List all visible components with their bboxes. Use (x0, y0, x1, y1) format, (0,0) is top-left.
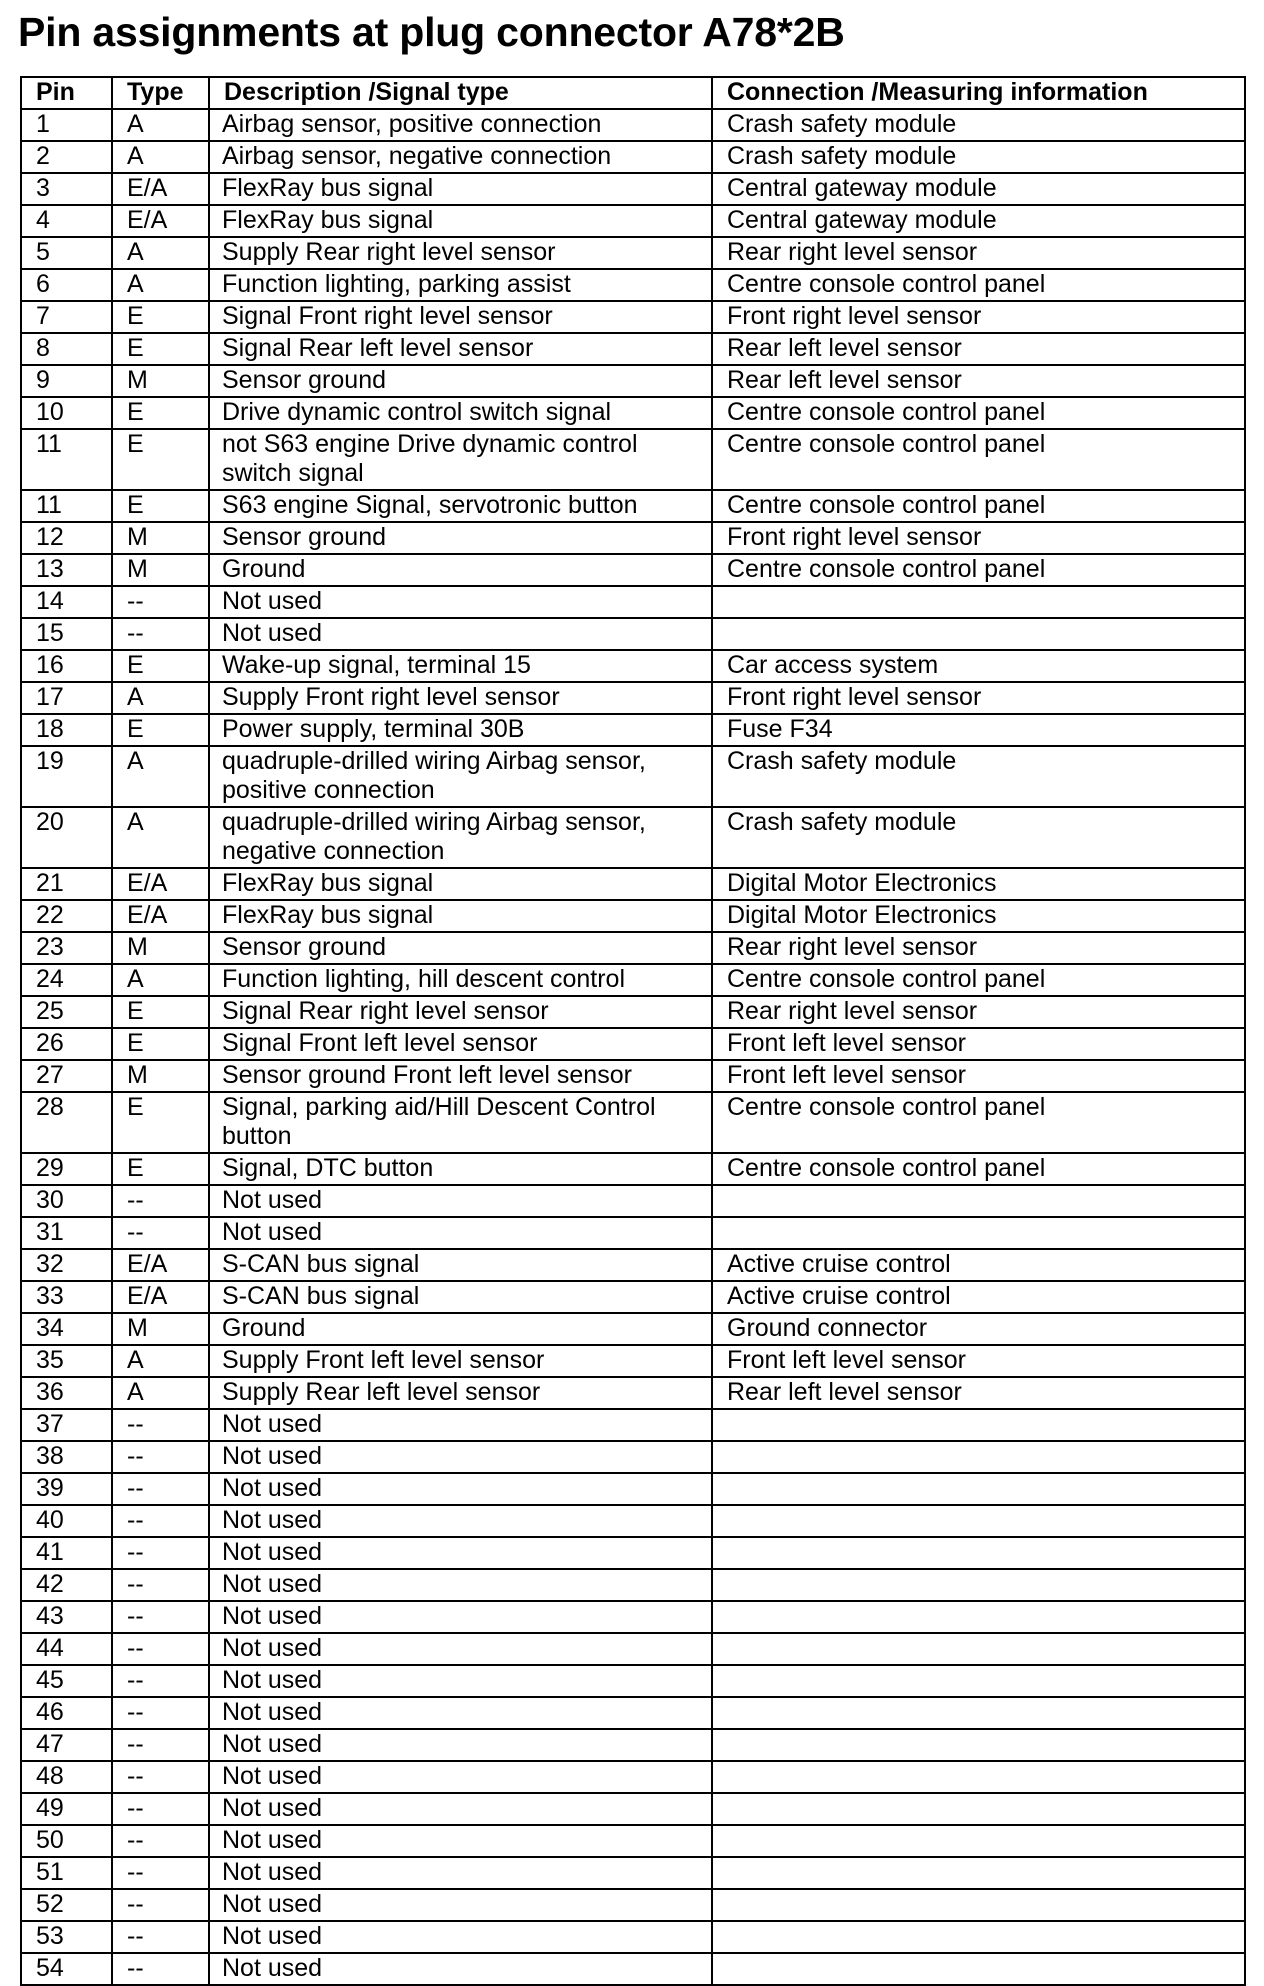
table-row (21, 1153, 1245, 1185)
cell-type: -- (112, 586, 209, 618)
cell-description: Signal, parking aid/Hill Descent Control button (209, 1092, 712, 1153)
cell-type: E (112, 490, 209, 522)
cell-description: FlexRay bus signal (209, 205, 712, 237)
cell-connection: Rear left level sensor (712, 1377, 1245, 1409)
cell-pin: 29 (21, 1153, 112, 1185)
table-row (21, 714, 1245, 746)
cell-pin: 50 (21, 1825, 112, 1857)
cell-type: M (112, 1060, 209, 1092)
cell-connection: Crash safety module (712, 141, 1245, 173)
cell-description: Not used (209, 1409, 712, 1441)
cell-type: -- (112, 1185, 209, 1217)
cell-pin: 1 (21, 109, 112, 141)
cell-connection (712, 1825, 1245, 1857)
cell-connection: Car access system (712, 650, 1245, 682)
cell-connection (712, 1729, 1245, 1761)
table-row (21, 996, 1245, 1028)
table-row (21, 1281, 1245, 1313)
cell-connection (712, 1217, 1245, 1249)
page-title: Pin assignments at plug connector A78*2B (18, 9, 845, 55)
cell-description: FlexRay bus signal (209, 173, 712, 205)
cell-connection: Centre console control panel (712, 269, 1245, 301)
cell-connection: Front left level sensor (712, 1345, 1245, 1377)
table-row (21, 1217, 1245, 1249)
cell-pin: 3 (21, 173, 112, 205)
cell-pin: 25 (21, 996, 112, 1028)
cell-type: A (112, 964, 209, 996)
cell-connection (712, 618, 1245, 650)
cell-connection: Centre console control panel (712, 1092, 1245, 1153)
cell-description: Not used (209, 1185, 712, 1217)
table-row (21, 397, 1245, 429)
cell-pin: 37 (21, 1409, 112, 1441)
cell-pin: 24 (21, 964, 112, 996)
cell-type: E (112, 1028, 209, 1060)
cell-connection: Central gateway module (712, 173, 1245, 205)
cell-description: Supply Front left level sensor (209, 1345, 712, 1377)
cell-connection: Rear right level sensor (712, 932, 1245, 964)
cell-connection (712, 586, 1245, 618)
cell-description: Not used (209, 1441, 712, 1473)
cell-pin: 2 (21, 141, 112, 173)
cell-type: -- (112, 1505, 209, 1537)
cell-description: S-CAN bus signal (209, 1249, 712, 1281)
cell-connection (712, 1601, 1245, 1633)
cell-type: E (112, 996, 209, 1028)
cell-connection (712, 1697, 1245, 1729)
cell-pin: 45 (21, 1665, 112, 1697)
cell-type: A (112, 1345, 209, 1377)
cell-type: -- (112, 1665, 209, 1697)
cell-connection: Crash safety module (712, 746, 1245, 807)
cell-connection: Fuse F34 (712, 714, 1245, 746)
table-row (21, 746, 1245, 807)
table-row (21, 1185, 1245, 1217)
cell-connection (712, 1185, 1245, 1217)
cell-type: -- (112, 1217, 209, 1249)
cell-pin: 13 (21, 554, 112, 586)
table-row (21, 490, 1245, 522)
cell-type: M (112, 365, 209, 397)
cell-description: Not used (209, 1761, 712, 1793)
cell-description: Signal, DTC button (209, 1153, 712, 1185)
cell-type: E/A (112, 1281, 209, 1313)
cell-type: -- (112, 1825, 209, 1857)
cell-pin: 49 (21, 1793, 112, 1825)
cell-pin: 23 (21, 932, 112, 964)
table-row (21, 1505, 1245, 1537)
cell-type: E (112, 397, 209, 429)
table-header-row (21, 77, 1245, 109)
table-row (21, 1889, 1245, 1921)
cell-pin: 28 (21, 1092, 112, 1153)
cell-pin: 17 (21, 682, 112, 714)
table-row (21, 554, 1245, 586)
cell-type: E (112, 301, 209, 333)
cell-description: Function lighting, hill descent control (209, 964, 712, 996)
cell-description: Supply Rear right level sensor (209, 237, 712, 269)
table-row (21, 301, 1245, 333)
cell-description: Not used (209, 1665, 712, 1697)
table-row (21, 205, 1245, 237)
cell-pin: 12 (21, 522, 112, 554)
cell-description: Function lighting, parking assist (209, 269, 712, 301)
cell-description: Not used (209, 1793, 712, 1825)
cell-type: E (112, 1153, 209, 1185)
cell-type: -- (112, 618, 209, 650)
cell-connection: Front right level sensor (712, 301, 1245, 333)
cell-connection: Central gateway module (712, 205, 1245, 237)
cell-type: A (112, 269, 209, 301)
table-row (21, 1793, 1245, 1825)
cell-type: -- (112, 1473, 209, 1505)
header-description: Description /Signal type (209, 77, 712, 109)
table-row (21, 868, 1245, 900)
table-row (21, 618, 1245, 650)
cell-description: S-CAN bus signal (209, 1281, 712, 1313)
cell-type: A (112, 807, 209, 868)
table-row (21, 1473, 1245, 1505)
cell-connection: Ground connector (712, 1313, 1245, 1345)
cell-description: Supply Front right level sensor (209, 682, 712, 714)
cell-type: E (112, 650, 209, 682)
cell-type: A (112, 1377, 209, 1409)
cell-connection (712, 1793, 1245, 1825)
cell-type: M (112, 554, 209, 586)
cell-description: S63 engine Signal, servotronic button (209, 490, 712, 522)
cell-pin: 16 (21, 650, 112, 682)
cell-type: E (112, 333, 209, 365)
table-row (21, 173, 1245, 205)
cell-connection: Centre console control panel (712, 964, 1245, 996)
cell-connection (712, 1761, 1245, 1793)
cell-pin: 52 (21, 1889, 112, 1921)
cell-pin: 18 (21, 714, 112, 746)
table-row (21, 1761, 1245, 1793)
cell-connection: Rear left level sensor (712, 333, 1245, 365)
cell-description: Not used (209, 1825, 712, 1857)
cell-pin: 36 (21, 1377, 112, 1409)
cell-pin: 20 (21, 807, 112, 868)
cell-description: Signal Rear right level sensor (209, 996, 712, 1028)
cell-connection: Crash safety module (712, 109, 1245, 141)
cell-description: Not used (209, 1537, 712, 1569)
cell-type: A (112, 237, 209, 269)
cell-pin: 21 (21, 868, 112, 900)
cell-pin: 33 (21, 1281, 112, 1313)
cell-type: M (112, 932, 209, 964)
table-row (21, 1633, 1245, 1665)
cell-connection (712, 1473, 1245, 1505)
cell-description: not S63 engine Drive dynamic control switch signal (209, 429, 712, 490)
cell-connection: Active cruise control (712, 1249, 1245, 1281)
cell-type: E/A (112, 1249, 209, 1281)
cell-type: A (112, 746, 209, 807)
cell-connection: Front right level sensor (712, 522, 1245, 554)
cell-description: Sensor ground (209, 522, 712, 554)
table-row (21, 1665, 1245, 1697)
cell-type: M (112, 522, 209, 554)
cell-type: M (112, 1313, 209, 1345)
table-row (21, 522, 1245, 554)
cell-pin: 41 (21, 1537, 112, 1569)
cell-connection: Centre console control panel (712, 397, 1245, 429)
cell-pin: 54 (21, 1953, 112, 1985)
table-row (21, 429, 1245, 490)
table-row (21, 1409, 1245, 1441)
pin-assignment-table (20, 76, 1246, 1986)
table-row (21, 1028, 1245, 1060)
cell-description: Not used (209, 1473, 712, 1505)
cell-pin: 39 (21, 1473, 112, 1505)
cell-pin: 35 (21, 1345, 112, 1377)
cell-connection: Active cruise control (712, 1281, 1245, 1313)
cell-type: -- (112, 1953, 209, 1985)
cell-type: E/A (112, 205, 209, 237)
cell-pin: 22 (21, 900, 112, 932)
cell-type: E/A (112, 900, 209, 932)
cell-description: Supply Rear left level sensor (209, 1377, 712, 1409)
cell-description: Sensor ground (209, 932, 712, 964)
cell-type: -- (112, 1761, 209, 1793)
header-connection: Connection /Measuring information (712, 77, 1245, 109)
cell-pin: 11 (21, 429, 112, 490)
table-row (21, 1729, 1245, 1761)
cell-pin: 53 (21, 1921, 112, 1953)
cell-description: quadruple-drilled wiring Airbag sensor, positive connection (209, 746, 712, 807)
table-row (21, 1345, 1245, 1377)
cell-description: Not used (209, 1697, 712, 1729)
cell-connection: Crash safety module (712, 807, 1245, 868)
cell-connection (712, 1857, 1245, 1889)
cell-connection: Digital Motor Electronics (712, 900, 1245, 932)
cell-type: A (112, 682, 209, 714)
cell-connection: Centre console control panel (712, 1153, 1245, 1185)
cell-pin: 47 (21, 1729, 112, 1761)
cell-type: E/A (112, 868, 209, 900)
table-row (21, 586, 1245, 618)
cell-pin: 26 (21, 1028, 112, 1060)
table-row (21, 1441, 1245, 1473)
cell-pin: 15 (21, 618, 112, 650)
cell-description: Not used (209, 1601, 712, 1633)
cell-type: -- (112, 1409, 209, 1441)
cell-connection: Centre console control panel (712, 554, 1245, 586)
header-pin: Pin (21, 77, 112, 109)
cell-connection (712, 1537, 1245, 1569)
cell-type: -- (112, 1569, 209, 1601)
cell-type: -- (112, 1889, 209, 1921)
table-row (21, 682, 1245, 714)
cell-pin: 44 (21, 1633, 112, 1665)
cell-connection (712, 1921, 1245, 1953)
cell-type: -- (112, 1697, 209, 1729)
cell-type: -- (112, 1793, 209, 1825)
cell-connection: Rear left level sensor (712, 365, 1245, 397)
header-type: Type (112, 77, 209, 109)
cell-description: Not used (209, 1633, 712, 1665)
cell-connection: Rear right level sensor (712, 996, 1245, 1028)
cell-type: A (112, 109, 209, 141)
cell-pin: 14 (21, 586, 112, 618)
table-row (21, 237, 1245, 269)
table-row (21, 1697, 1245, 1729)
cell-description: Signal Front right level sensor (209, 301, 712, 333)
cell-pin: 34 (21, 1313, 112, 1345)
table-row (21, 932, 1245, 964)
cell-pin: 5 (21, 237, 112, 269)
table-row (21, 109, 1245, 141)
cell-description: quadruple-drilled wiring Airbag sensor, negative connection (209, 807, 712, 868)
cell-connection (712, 1409, 1245, 1441)
cell-description: Not used (209, 1217, 712, 1249)
table-row (21, 1569, 1245, 1601)
cell-description: Airbag sensor, negative connection (209, 141, 712, 173)
cell-type: -- (112, 1601, 209, 1633)
cell-description: Not used (209, 586, 712, 618)
cell-pin: 32 (21, 1249, 112, 1281)
cell-description: Not used (209, 618, 712, 650)
cell-connection: Centre console control panel (712, 490, 1245, 522)
table-row (21, 1825, 1245, 1857)
cell-description: Sensor ground Front left level sensor (209, 1060, 712, 1092)
cell-pin: 4 (21, 205, 112, 237)
cell-description: Ground (209, 554, 712, 586)
cell-description: Not used (209, 1921, 712, 1953)
table-row (21, 269, 1245, 301)
cell-pin: 6 (21, 269, 112, 301)
table-row (21, 1857, 1245, 1889)
cell-connection (712, 1889, 1245, 1921)
cell-type: -- (112, 1857, 209, 1889)
table-row (21, 1921, 1245, 1953)
cell-pin: 11 (21, 490, 112, 522)
cell-description: Signal Rear left level sensor (209, 333, 712, 365)
table-row (21, 900, 1245, 932)
cell-type: -- (112, 1537, 209, 1569)
table-row (21, 1953, 1245, 1985)
cell-description: Not used (209, 1889, 712, 1921)
table-row (21, 1092, 1245, 1153)
cell-description: Sensor ground (209, 365, 712, 397)
table-row (21, 1537, 1245, 1569)
cell-connection: Digital Motor Electronics (712, 868, 1245, 900)
cell-description: Not used (209, 1729, 712, 1761)
cell-type: -- (112, 1921, 209, 1953)
cell-connection: Front left level sensor (712, 1028, 1245, 1060)
cell-pin: 43 (21, 1601, 112, 1633)
cell-pin: 27 (21, 1060, 112, 1092)
cell-type: E (112, 1092, 209, 1153)
cell-connection (712, 1633, 1245, 1665)
cell-connection (712, 1665, 1245, 1697)
cell-description: Not used (209, 1857, 712, 1889)
cell-connection (712, 1505, 1245, 1537)
cell-connection (712, 1569, 1245, 1601)
cell-description: Signal Front left level sensor (209, 1028, 712, 1060)
cell-connection: Centre console control panel (712, 429, 1245, 490)
cell-pin: 40 (21, 1505, 112, 1537)
cell-type: E/A (112, 173, 209, 205)
cell-pin: 19 (21, 746, 112, 807)
cell-pin: 38 (21, 1441, 112, 1473)
cell-pin: 8 (21, 333, 112, 365)
cell-description: Not used (209, 1953, 712, 1985)
table-row (21, 1601, 1245, 1633)
cell-pin: 30 (21, 1185, 112, 1217)
cell-pin: 42 (21, 1569, 112, 1601)
cell-connection (712, 1953, 1245, 1985)
cell-pin: 10 (21, 397, 112, 429)
cell-description: FlexRay bus signal (209, 900, 712, 932)
cell-connection: Rear right level sensor (712, 237, 1245, 269)
table-row (21, 1377, 1245, 1409)
cell-description: Not used (209, 1569, 712, 1601)
cell-type: -- (112, 1633, 209, 1665)
cell-description: Ground (209, 1313, 712, 1345)
cell-description: FlexRay bus signal (209, 868, 712, 900)
table-row (21, 1249, 1245, 1281)
cell-pin: 7 (21, 301, 112, 333)
cell-pin: 51 (21, 1857, 112, 1889)
table-row (21, 365, 1245, 397)
table-row (21, 1060, 1245, 1092)
table-row (21, 333, 1245, 365)
cell-type: -- (112, 1729, 209, 1761)
cell-pin: 9 (21, 365, 112, 397)
table-body (21, 109, 1245, 1985)
cell-description: Drive dynamic control switch signal (209, 397, 712, 429)
cell-pin: 48 (21, 1761, 112, 1793)
table-row (21, 1313, 1245, 1345)
cell-type: E (112, 714, 209, 746)
table-row (21, 807, 1245, 868)
table-row (21, 650, 1245, 682)
cell-type: A (112, 141, 209, 173)
cell-description: Power supply, terminal 30B (209, 714, 712, 746)
cell-pin: 46 (21, 1697, 112, 1729)
cell-type: -- (112, 1441, 209, 1473)
cell-connection (712, 1441, 1245, 1473)
cell-description: Wake-up signal, terminal 15 (209, 650, 712, 682)
table-row (21, 964, 1245, 996)
cell-connection: Front left level sensor (712, 1060, 1245, 1092)
cell-connection: Front right level sensor (712, 682, 1245, 714)
cell-pin: 31 (21, 1217, 112, 1249)
cell-description: Airbag sensor, positive connection (209, 109, 712, 141)
cell-type: E (112, 429, 209, 490)
cell-description: Not used (209, 1505, 712, 1537)
table-row (21, 141, 1245, 173)
